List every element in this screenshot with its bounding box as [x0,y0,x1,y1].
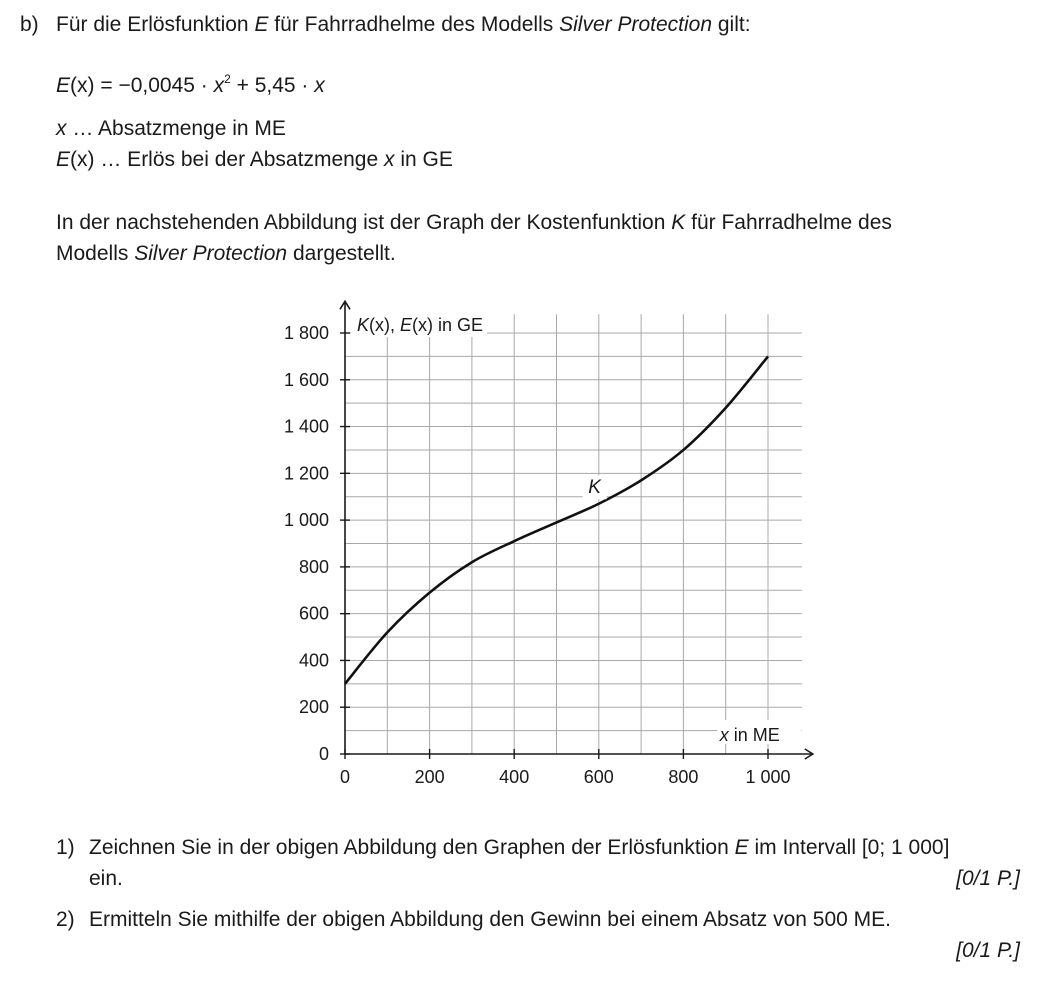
y-tick-label: 400 [298,650,329,671]
x-tick-label: 0 [339,767,351,787]
x-tick-label: 400 [499,767,530,787]
y-tick-label: 0 [318,744,329,764]
cost-function-chart [270,286,830,811]
x-axis-label: x in ME [719,725,780,745]
y-tick-label: 1 000 [283,510,329,531]
definition-x: x … Absatzmenge in ME [56,117,286,140]
question-2-text: Ermitteln Sie mithilfe der obigen Abbildung den Gewinn bei einem Absatz von 500 ME. [89,908,891,931]
y-tick-label: 1 200 [283,463,329,484]
question-2-number: 2) [56,908,75,931]
y-tick-label: 1 800 [283,323,329,343]
task-letter: b) [20,13,39,36]
chart-ticks [284,323,791,787]
task-intro: Für die Erlösfunktion E für Fahrradhelme des Modells Silver Protection gilt: [56,13,751,36]
question-1-line-1: Zeichnen Sie in der obigen Abbildung den Graphen der Erlösfunktion E im Intervall [0; 1 000] [89,836,950,859]
question-1-points: [0/1 P.] [956,867,1020,890]
paragraph-line-1: In der nachstehenden Abbildung ist der Graph der Kostenfunktion K für Fahrradhelme des [56,211,892,234]
question-1-line-2: ein. [89,867,123,890]
y-tick-label: 800 [298,556,329,577]
definition-e: E(x) … Erlös bei der Absatzmenge x in GE [56,148,453,171]
y-tick-label: 1 600 [283,369,329,390]
revenue-formula: $E(x) = -0,0045 \cdot x^2 + 5,45 \cdot x$ [56,72,325,97]
question-1-number: 1) [56,836,75,859]
chart-labels [351,313,801,745]
y-axis-label: K(x), E(x) in GE [357,315,484,335]
chart-axes [340,301,813,759]
x-tick-label: 800 [668,767,699,787]
chart-grid [345,314,802,754]
question-2-points: [0/1 P.] [956,939,1020,962]
y-tick-label: 1 400 [283,416,329,437]
y-tick-label: 600 [298,603,329,624]
paragraph-line-2: Modells Silver Protection dargestellt. [56,242,396,265]
y-tick-label: 200 [298,697,329,718]
series-label-k: K [588,477,601,499]
x-tick-label: 200 [414,767,445,787]
x-tick-label: 1 000 [745,767,791,787]
x-tick-label: 600 [583,767,614,787]
